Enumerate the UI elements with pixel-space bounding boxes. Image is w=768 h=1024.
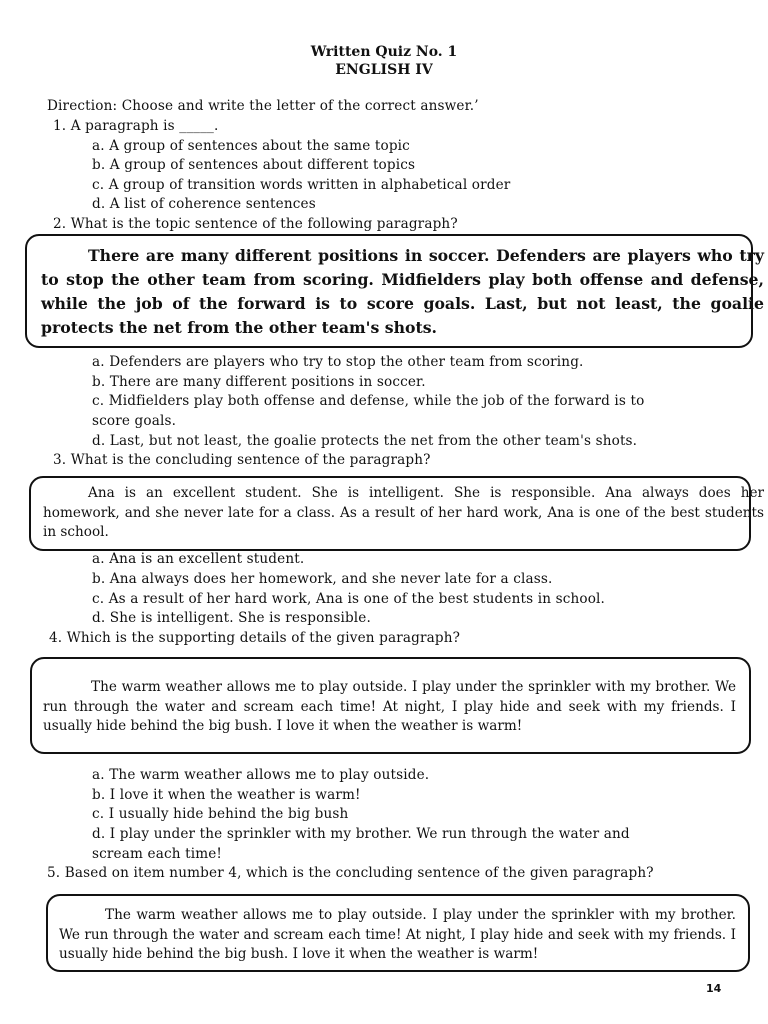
q4-passage: The warm weather allows me to play outside. I play under the sprinkler with my brother. We run through the water and scream each time! At night, I play hide and seek with my friends. I usually hide behind the big bush. I love it when the weather is warm!: [43, 679, 736, 734]
q4-option-b: b. I love it when the weather is warm!: [92, 787, 361, 803]
q5-passage: The warm weather allows me to play outside. I play under the sprinkler with my brother. We run through the water and scream each time! At night, I play hide and seek with my friends. I usually hide behind the big bush. I love it when the weather is warm!: [59, 907, 736, 962]
q3-option-d: d. She is intelligent. She is responsible.: [92, 610, 371, 626]
q4-option-c: c. I usually hide behind the big bush: [92, 806, 349, 822]
q1-option-a: a. A group of sentences about the same topic: [92, 138, 410, 154]
q2-option-c: c. Midfielders play both offense and defense, while the job of the forward is to: [92, 393, 645, 409]
q3-option-b: b. Ana always does her homework, and she never late for a class.: [92, 571, 553, 587]
q4-option-a: a. The warm weather allows me to play outside.: [92, 767, 430, 783]
question-5: 5. Based on item number 4, which is the concluding sentence of the given paragraph?: [47, 865, 654, 881]
q2-passage: There are many different positions in soccer. Defenders are players who try to stop the other team from scoring. Midfielders play both offense and defense, while the job of the forward is to score goals. Last, but not least, the goalie protects the net from the other team's shots.: [41, 246, 764, 337]
q2-option-c-cont: score goals.: [92, 413, 177, 429]
page-number: 14: [706, 982, 722, 995]
question-4: 4. Which is the supporting details of the given paragraph?: [49, 630, 461, 646]
q1-option-b: b. A group of sentences about different topics: [92, 157, 416, 173]
q3-option-a: a. Ana is an excellent student.: [92, 551, 305, 567]
question-1: 1. A paragraph is _____.: [53, 118, 219, 134]
quiz-subject: ENGLISH IV: [335, 62, 433, 78]
q4-option-d-cont: scream each time!: [92, 846, 223, 862]
q3-passage: Ana is an excellent student. She is intelligent. She is responsible. Ana always does her homework, and she never late for a class. As a result of her hard work, Ana is one of the best students in school.: [43, 485, 764, 540]
q1-option-d: d. A list of coherence sentences: [92, 196, 316, 212]
q3-option-c: c. As a result of her hard work, Ana is one of the best students in school.: [92, 591, 606, 607]
q2-option-d: d. Last, but not least, the goalie protects the net from the other team's shots.: [92, 433, 638, 449]
question-3: 3. What is the concluding sentence of the paragraph?: [53, 452, 431, 468]
q2-option-b: b. There are many different positions in soccer.: [92, 374, 426, 390]
q4-option-d: d. I play under the sprinkler with my brother. We run through the water and: [92, 826, 630, 842]
q2-option-a: a. Defenders are players who try to stop the other team from scoring.: [92, 354, 584, 370]
question-2: 2. What is the topic sentence of the following paragraph?: [53, 216, 458, 232]
q1-option-c: c. A group of transition words written in alphabetical order: [92, 177, 511, 193]
direction-text: Direction: Choose and write the letter of the correct answer.’: [47, 98, 479, 114]
quiz-title: Written Quiz No. 1: [310, 44, 458, 60]
